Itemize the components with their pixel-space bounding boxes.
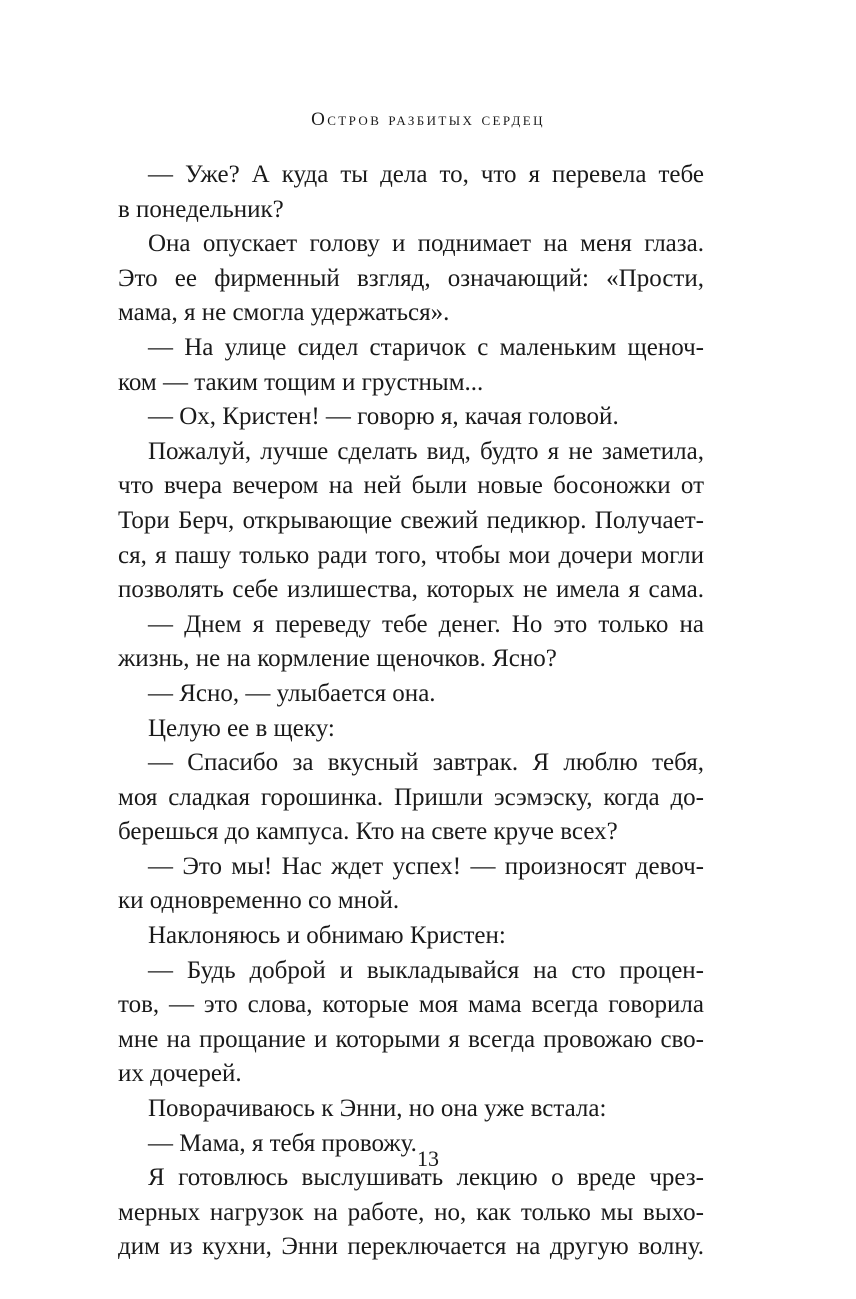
text-line: — На улице сидел старичок с маленьким щеноч- <box>148 333 704 361</box>
text-line: мама, я не смогла удержаться». <box>118 299 450 327</box>
text-line: их дочерей. <box>118 1060 242 1088</box>
text-line: в понедельник? <box>118 195 284 223</box>
body-text <box>118 158 704 1265</box>
text-line: дим из кухни, Энни переключается на другую волну. <box>118 1233 704 1261</box>
text-line: мне на прощание и которыми я всегда провожаю сво- <box>118 1025 704 1053</box>
text-line: Поворачиваюсь к Энни, но она уже встала: <box>148 1095 607 1123</box>
text-line: — Спасибо за вкусный завтрак. Я люблю тебя, <box>148 749 704 777</box>
text-line: Пожалуй, лучше сделать вид, будто я не заметила, <box>148 437 704 465</box>
running-head: Остров разбитых сердец <box>311 109 545 130</box>
text-line: тов, — это слова, которые моя мама всегда говорила <box>118 991 704 1019</box>
text-line: — Днем я переведу тебе денег. Но это только на <box>148 610 704 638</box>
text-line: позволять себе излишества, которых не имела я сама. <box>118 576 704 604</box>
text-line: Она опускает голову и поднимает на меня глаза. <box>148 230 704 258</box>
text-line: — Мама, я тебя провожу. <box>148 1129 417 1157</box>
page-number: 13 <box>417 1146 439 1171</box>
text-line: моя сладкая горошинка. Пришли эсэмэску, когда до- <box>118 783 704 811</box>
text-line: — Это мы! Нас ждет успех! — произносят девоч- <box>148 852 704 880</box>
text-line: что вчера вечером на ней были новые босоножки от <box>118 472 704 500</box>
text-line: ся, я пашу только ради того, чтобы мои дочери могли <box>118 541 704 569</box>
text-line: — Уже? А куда ты дела то, что я перевела тебе <box>148 161 704 188</box>
text-line: Это ее фирменный взгляд, означающий: «Прости, <box>118 264 704 292</box>
text-line: — Ясно, — улыбается она. <box>148 679 436 707</box>
text-line: Целую ее в щеку: <box>148 714 335 742</box>
text-line: — Ох, Кристен! — говорю я, качая головой. <box>148 403 619 431</box>
text-line: ки одновременно со мной. <box>118 887 400 915</box>
text-line: Тори Берч, открывающие свежий педикюр. Получает- <box>118 506 704 534</box>
text-line: мерных нагрузок на работе, но, как только мы выхо- <box>118 1198 704 1226</box>
text-line: берешься до кампуса. Кто на свете круче всех? <box>118 818 618 846</box>
text-line: Наклоняюсь и обнимаю Кристен: <box>148 922 506 950</box>
text-line: — Будь доброй и выкладывайся на сто процен- <box>148 956 704 984</box>
text-line: жизнь, не на кормление щеночков. Ясно? <box>118 645 557 673</box>
text-line: Я готовлюсь выслушивать лекцию о вреде чрез- <box>148 1164 704 1192</box>
text-line: ком — таким тощим и грустным... <box>118 368 484 396</box>
